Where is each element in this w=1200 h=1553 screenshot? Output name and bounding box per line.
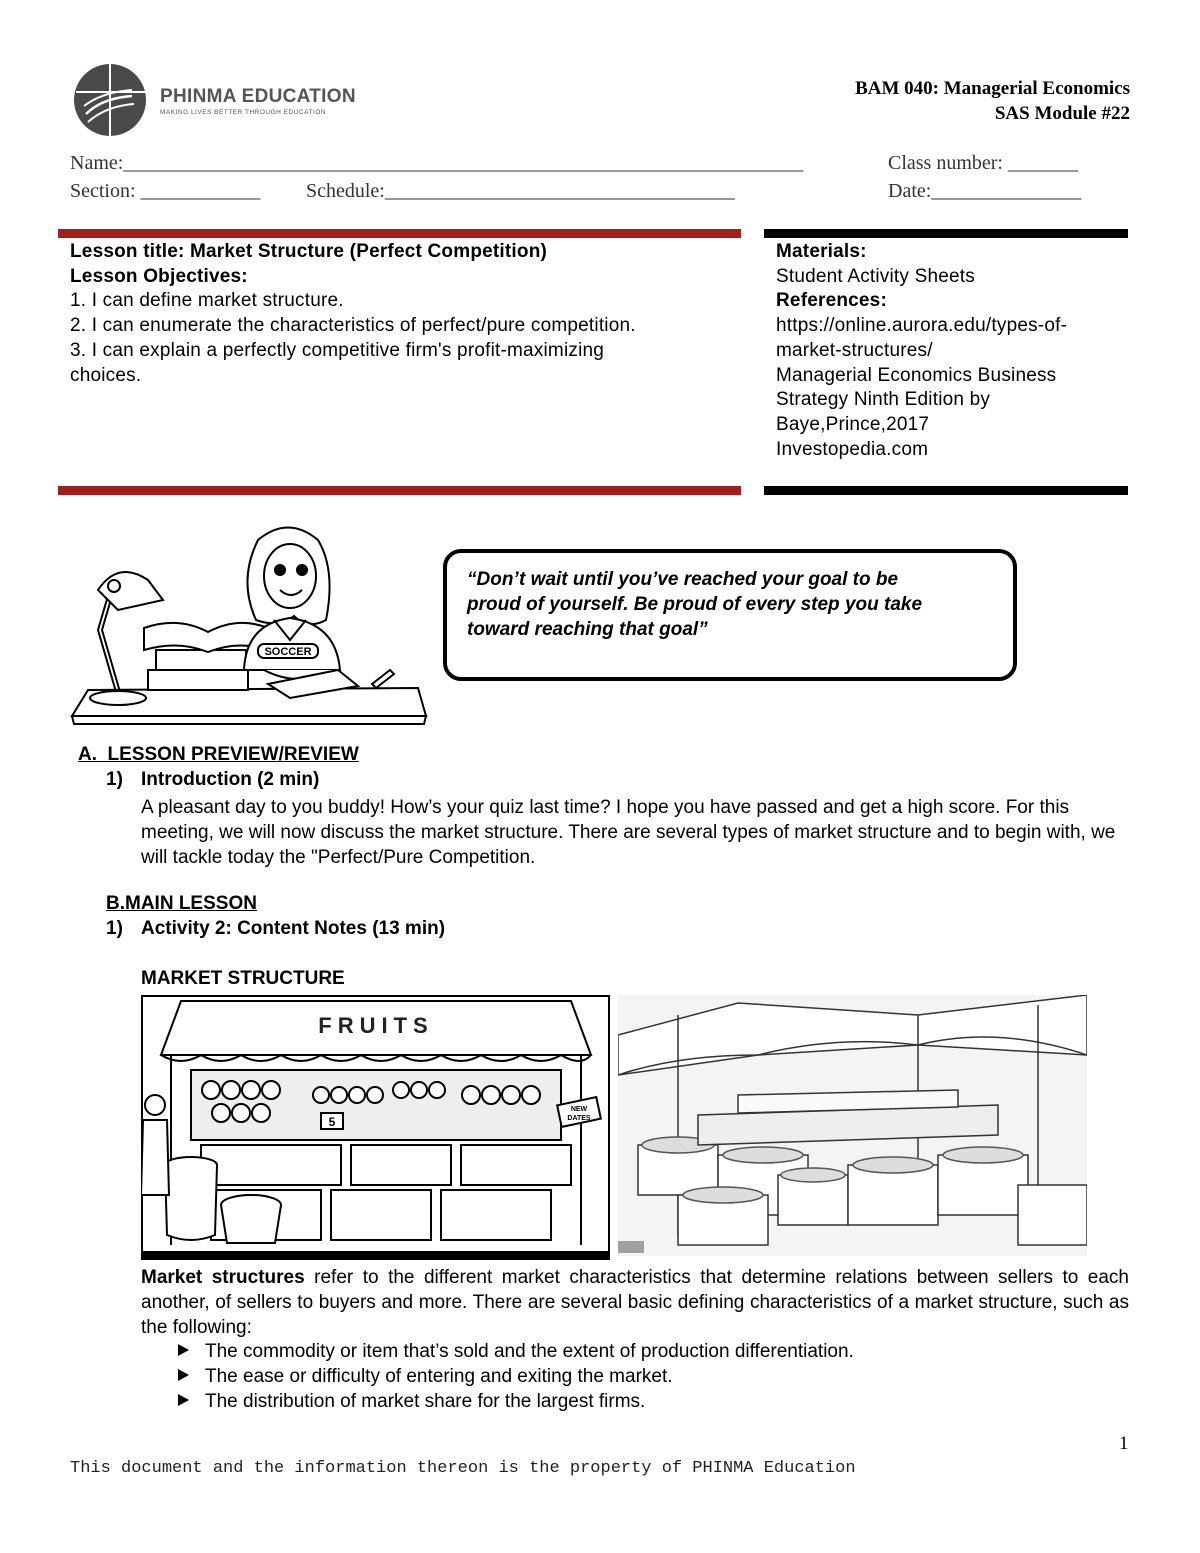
footer-note: This document and the information thereon is the property of PHINMA Education [70, 1459, 856, 1478]
lesson-title: Lesson title: Market Structure (Perfect Competition) [70, 241, 548, 262]
reference-link[interactable]: market-structures/ [776, 339, 933, 361]
top-divider-black [764, 229, 1128, 238]
bullet-item: The commodity or item that’s sold and the extent of production differentiation. [178, 1339, 854, 1364]
module-number: SAS Module #22 [994, 103, 1130, 124]
introduction-paragraph: A pleasant day to you buddy! How’s your quiz last time? I hope you have passed and get a high score. For this meeting, we will now discuss the market structure. There are several types of market structure and to begin with, we will tackle today the "Perfect/Pure Competition. [141, 797, 1116, 868]
reference-item: Investopedia.com [776, 438, 929, 460]
objective-item: 3. I can explain a perfectly competitive firm's profit-maximizing [70, 339, 605, 361]
references-heading: References: [776, 290, 887, 312]
reference-link[interactable]: https://online.aurora.edu/types-of- [776, 315, 1068, 337]
bullet-item: The distribution of market share for the largest firms. [178, 1389, 645, 1414]
top-divider-red [58, 229, 741, 238]
schedule-field[interactable]: Schedule:___________________________________ [306, 180, 735, 202]
materials-heading: Materials: [776, 241, 867, 262]
arrow-bullet-icon [178, 1369, 189, 1381]
fruits-sign-text: FRUITS [318, 1013, 434, 1038]
motivational-quote [467, 567, 1007, 642]
quote-line: proud of yourself. Be proud of every step you take [467, 594, 923, 615]
objective-item: choices. [70, 364, 142, 386]
bottom-divider-black [764, 486, 1128, 495]
market-hall-image [618, 995, 1087, 1256]
introduction-heading: Introduction (2 min) [141, 769, 320, 790]
bullet-item: The ease or difficulty of entering and exiting the market. [178, 1364, 673, 1389]
activity-heading: Activity 2: Content Notes (13 min) [141, 918, 446, 939]
reference-item: Strategy Ninth Edition by [776, 389, 991, 411]
quote-line: “Don’t wait until you’ve reached your goal to be [467, 569, 899, 590]
quote-line: toward reaching that goal” [467, 619, 708, 640]
bottom-divider-red [58, 486, 741, 495]
section-b-heading: B.MAIN LESSON [106, 893, 257, 914]
section-a-heading: A. LESSON PREVIEW/REVIEW [78, 744, 359, 765]
market-structure-heading: MARKET STRUCTURE [141, 968, 345, 989]
section-field[interactable]: Section: ____________ [70, 180, 261, 202]
objective-item: 2. I can enumerate the characteristics of perfect/pure competition. [70, 315, 636, 337]
material-item: Student Activity Sheets [776, 265, 975, 287]
arrow-bullet-icon [178, 1344, 189, 1356]
reference-item: Managerial Economics Business [776, 364, 1057, 386]
market-structure-definition: Market structures refer to the different market characteristics that determine relations between sellers to each another, of sellers to buyers and more. There are several basic defining characteristics of a market structure, such as the following: [141, 1267, 1129, 1338]
course-title: BAM 040: Managerial Economics [855, 78, 1130, 99]
section-b-item-number: 1) [106, 918, 123, 939]
student-studying-illustration [68, 520, 430, 728]
page-number: 1 [1119, 1433, 1129, 1454]
name-field[interactable]: Name:____________________________________________________________________ [70, 152, 804, 174]
section-a-item-number: 1) [106, 769, 123, 790]
arrow-bullet-icon [178, 1394, 189, 1406]
class-number-field[interactable]: Class number: _______ [888, 152, 1078, 174]
objectives-heading: Lesson Objectives: [70, 265, 248, 287]
market-structures-term: Market structures [141, 1267, 305, 1288]
reference-item: Baye,Prince,2017 [776, 413, 930, 435]
shirt-text: SOCCER [264, 646, 312, 658]
logo-tagline: MAKING LIVES BETTER THROUGH EDUCATION [160, 109, 326, 116]
date-field[interactable]: Date:_______________ [888, 180, 1082, 202]
new-dates-sign: NEW [570, 1106, 588, 1113]
logo-text: PHINMA EDUCATION [160, 86, 356, 107]
lesson-info [70, 240, 730, 388]
svg-text:DATES: DATES [567, 1115, 591, 1122]
objective-item: 1. I can define market structure. [70, 290, 344, 312]
box-label: 5 [328, 1115, 336, 1129]
fruit-stand-image [141, 995, 610, 1260]
materials-info [776, 240, 1126, 462]
